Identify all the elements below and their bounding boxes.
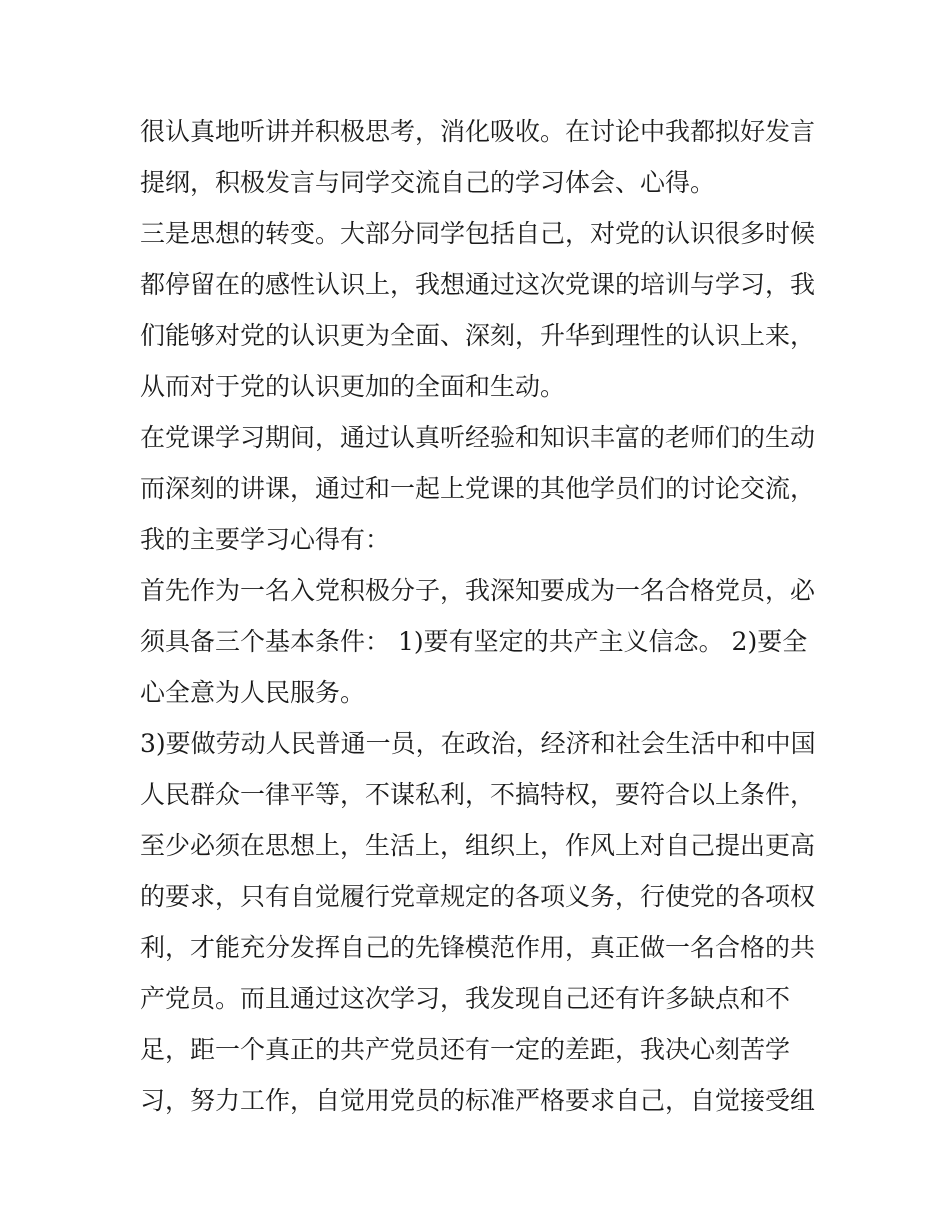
text-line: 3)要做劳动人民普通一员，在政治，经济和社会生活中和中国	[140, 729, 816, 758]
text-line: 都停留在的感性认识上，我想通过这次党课的培训与学习，我	[140, 270, 816, 299]
text-line: 习，努力工作，自觉用党员的标准严格要求自己，自觉接受组	[140, 1086, 816, 1115]
text-line: 足，距一个真正的共产党员还有一定的差距，我决心刻苦学	[140, 1035, 791, 1064]
text-line: 须具备三个基本条件： 1)要有坚定的共产主义信念。 2)要全	[140, 627, 808, 656]
text-line: 们能够对党的认识更为全面、深刻，升华到理性的认识上来，	[140, 321, 816, 350]
text-line: 而深刻的讲课，通过和一起上党课的其他学员们的讨论交流，	[140, 474, 816, 503]
text-line: 至少必须在思想上，生活上，组织上，作风上对自己提出更高	[140, 831, 816, 860]
text-line: 在党课学习期间，通过认真听经验和知识丰富的老师们的生动	[140, 423, 816, 452]
text-line: 首先作为一名入党积极分子，我深知要成为一名合格党员，必	[140, 576, 816, 605]
text-line: 心全意为人民服务。	[140, 678, 366, 707]
text-line: 三是思想的转变。大部分同学包括自己，对党的认识很多时候	[140, 219, 816, 248]
body-text	[140, 106, 820, 1126]
text-line: 人民群众一律平等，不谋私利，不搞特权，要符合以上条件，	[140, 780, 816, 809]
text-line: 提纲，积极发言与同学交流自己的学习体会、心得。	[140, 168, 716, 197]
text-line: 的要求，只有自觉履行党章规定的各项义务，行使党的各项权	[140, 882, 816, 911]
text-line: 很认真地听讲并积极思考，消化吸收。在讨论中我都拟好发言	[140, 117, 816, 146]
text-line: 产党员。而且通过这次学习，我发现自己还有许多缺点和不	[140, 984, 791, 1013]
text-line: 从而对于党的认识更加的全面和生动。	[140, 372, 566, 401]
text-line: 我的主要学习心得有：	[140, 525, 391, 554]
text-line: 利，才能充分发挥自己的先锋模范作用，真正做一名合格的共	[140, 933, 816, 962]
